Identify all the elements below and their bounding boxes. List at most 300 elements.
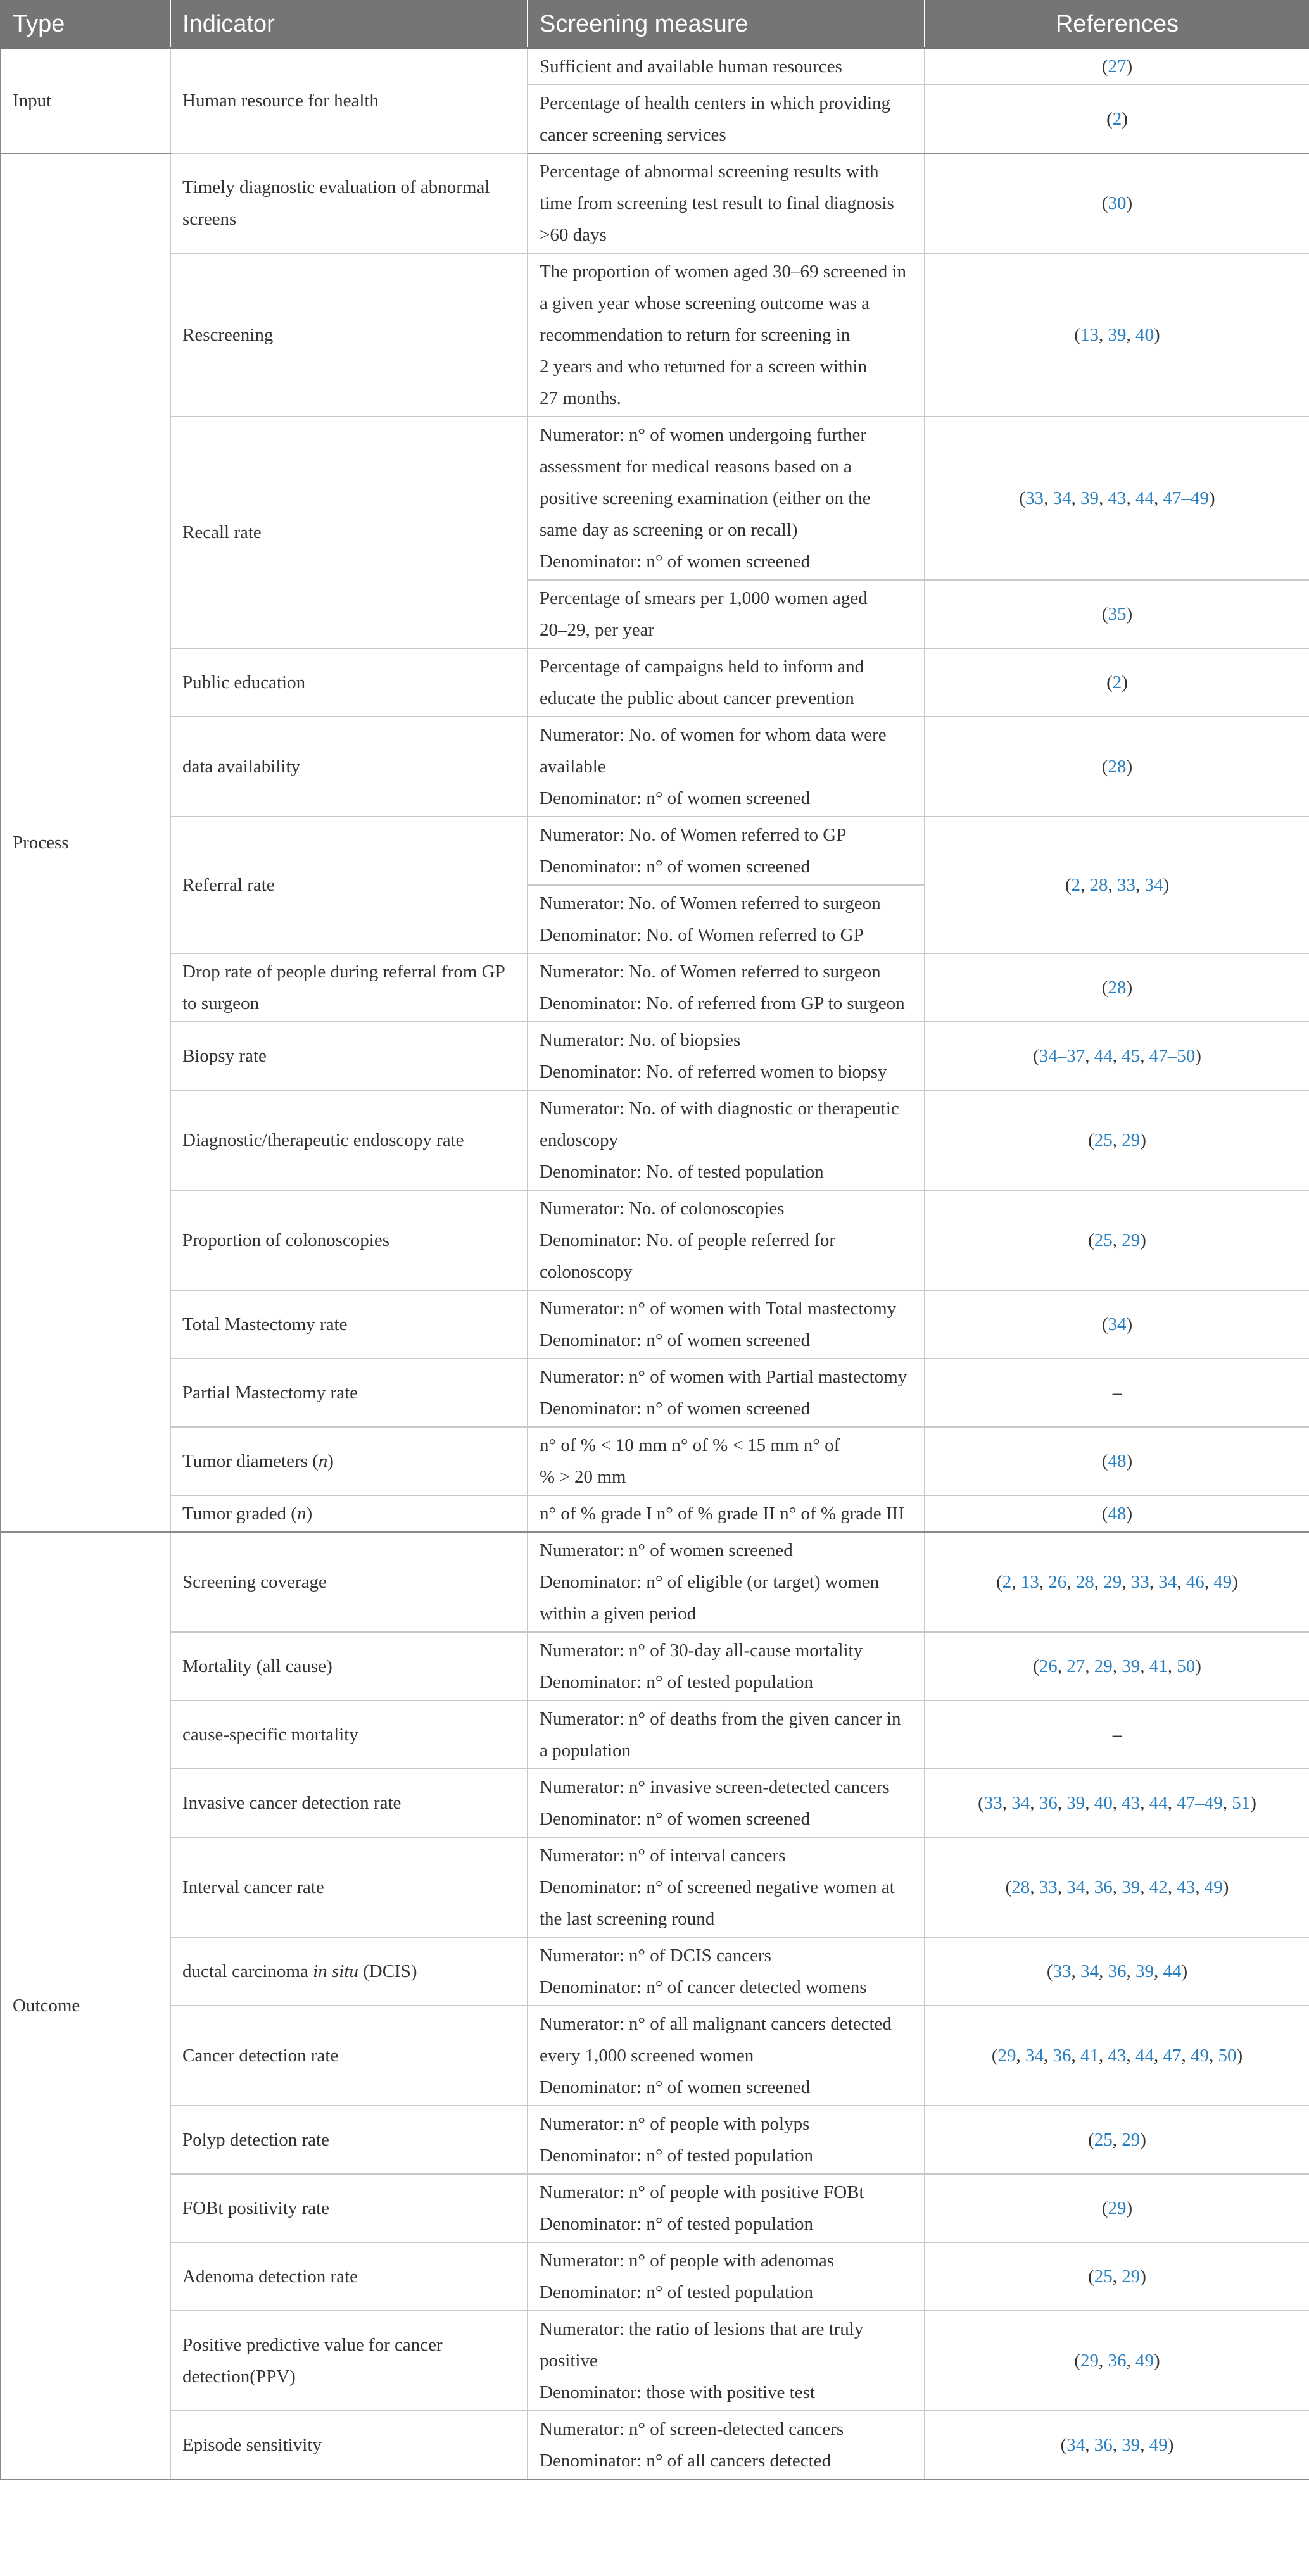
reference-separator: , [1112,1130,1122,1150]
reference-link[interactable]: 51 [1232,1793,1251,1813]
measure-line: Denominator: n° of women screened [540,857,811,877]
measure-line: n° of % < 10 mm n° of % < 15 mm n° of [540,1435,840,1455]
reference-separator: , [1222,1793,1232,1813]
measure-line: Numerator: No. of biopsies [540,1030,741,1050]
reference-paren: ) [1140,2130,1146,2150]
reference-link[interactable]: 29 [1108,2198,1127,2218]
reference-link[interactable]: 47 [1163,2045,1182,2066]
reference-link[interactable]: 28 [1108,977,1127,998]
reference-link[interactable]: 29 [1094,1656,1113,1676]
reference-link[interactable]: 34 [1066,2435,1085,2455]
table-row [1,2242,1309,2311]
reference-paren: ) [1222,1877,1229,1897]
reference-link[interactable]: 46 [1186,1572,1205,1592]
reference-link[interactable]: 39 [1122,1877,1141,1897]
reference-link[interactable]: 29 [1103,1572,1122,1592]
table-row [1,2411,1309,2479]
measure-line: recommendation to return for screening in [540,325,851,345]
group-input [1,48,1309,153]
reference-link[interactable]: 43 [1122,1793,1141,1813]
indicator-cell: Timely diagnostic evaluation of abnormal screens [170,153,528,253]
reference-link[interactable]: 40 [1094,1793,1113,1813]
reference-link[interactable]: 43 [1108,488,1127,508]
reference-separator: , [1071,2045,1080,2066]
measure-line: 27 months. [540,388,621,408]
reference-paren: ( [1101,1451,1108,1471]
references-cell [925,953,1309,1022]
reference-paren: ) [1181,1961,1188,1982]
reference-link[interactable]: 49 [1191,2045,1209,2066]
measure-line: Denominator: n° of women screened [540,2077,811,2097]
reference-link[interactable]: 36 [1053,2045,1072,2066]
reference-link[interactable]: 13 [1020,1572,1039,1592]
reference-link[interactable]: 49 [1149,2435,1168,2455]
reference-separator: , [1140,1877,1149,1897]
reference-link[interactable]: 47–50 [1149,1046,1196,1066]
reference-link[interactable]: 29 [1080,2351,1099,2371]
reference-separator: , [1099,1961,1108,1982]
reference-paren: ) [1163,875,1170,895]
reference-paren: ) [1122,672,1128,693]
reference-separator: , [1135,875,1145,895]
reference-link[interactable]: 27 [1066,1656,1085,1676]
measure-line: Denominator: n° of women screened [540,788,811,808]
reference-paren: ( [1101,757,1108,777]
references-cell [925,1837,1309,1937]
reference-link[interactable]: 39 [1122,1656,1141,1676]
reference-link[interactable]: 33 [1130,1572,1149,1592]
reference-link[interactable]: 39 [1135,1961,1154,1982]
reference-separator: , [1099,2045,1108,2066]
measure-line: colonoscopy [540,1262,633,1282]
reference-paren: ( [1088,1130,1094,1150]
screening-measure-cell [528,2174,925,2242]
measure-line: Numerator: n° of people with positive FOBt [540,2182,864,2202]
reference-paren: ) [1250,1793,1256,1813]
reference-link[interactable]: 25 [1094,2266,1113,2287]
reference-paren: ( [1005,1877,1012,1897]
italic-term: n [318,1451,328,1471]
reference-separator: , [1099,325,1108,345]
reference-link[interactable]: 36 [1039,1793,1058,1813]
screening-measure-cell [528,1495,925,1532]
reference-link[interactable]: 25 [1094,1130,1113,1150]
reference-link[interactable]: 29 [1122,2266,1141,2287]
reference-separator: , [1122,1572,1131,1592]
table-row [1,1700,1309,1769]
reference-link[interactable]: 36 [1108,2351,1127,2371]
reference-paren: ) [1126,604,1133,624]
reference-link[interactable]: 34 [1011,1793,1030,1813]
measure-line: within a given period [540,1604,697,1624]
measure-line: Denominator: n° of tested population [540,2146,814,2166]
reference-link[interactable]: 30 [1108,193,1127,213]
reference-paren: ) [1167,2435,1174,2455]
references-cell [925,717,1309,817]
reference-link[interactable]: 34 [1053,488,1072,508]
measure-line: 2 years and who returned for a screen within [540,356,867,377]
table-row [1,1495,1309,1532]
screening-measure-cell [528,2242,925,2311]
indicator-cell: Public education [170,648,528,717]
reference-paren: ( [1033,1656,1039,1676]
reference-separator: , [1126,325,1135,345]
measure-line: Percentage of abnormal screening results with [540,161,879,182]
indicator-cell: Tumor graded (n) [170,1495,528,1532]
reference-link[interactable]: 43 [1177,1877,1196,1897]
reference-paren: ) [1126,1504,1133,1524]
reference-link[interactable]: 29 [1122,1130,1141,1150]
reference-separator: , [1126,2351,1135,2371]
references-cell [925,2106,1309,2174]
reference-separator: , [1126,2045,1135,2066]
screening-measure-cell [528,2411,925,2479]
reference-link[interactable]: 34 [1108,1314,1127,1335]
table-row [1,2106,1309,2174]
reference-paren: ( [1101,1314,1108,1335]
reference-link[interactable]: 33 [983,1793,1002,1813]
reference-link[interactable]: 44 [1094,1046,1113,1066]
measure-line: Numerator: No. of women for whom data were [540,725,887,745]
references-cell [925,153,1309,253]
reference-link[interactable]: 29 [1122,1230,1141,1250]
reference-separator: , [1066,1572,1076,1592]
screening-measure-cell [528,417,925,580]
reference-link[interactable]: 34 [1144,875,1163,895]
table-row [1,1837,1309,1937]
measure-line: available [540,757,606,777]
measure-line: positive screening examination (either on the [540,488,871,508]
table-row [1,2311,1309,2411]
measure-line: positive [540,2351,598,2371]
reference-link[interactable]: 2 [1112,672,1122,693]
measure-line: a population [540,1740,631,1761]
screening-measure-cell [528,1937,925,2006]
reference-link[interactable]: 34 [1080,1961,1099,1982]
indicator-cell: Drop rate of people during referral from GP to surgeon [170,953,528,1022]
screening-measure-cell [528,253,925,417]
references-cell [925,1700,1309,1769]
indicator-cell: Mortality (all cause) [170,1632,528,1700]
screening-measure-cell [528,648,925,717]
reference-link[interactable]: 41 [1080,2045,1099,2066]
reference-separator: , [1099,2351,1108,2371]
reference-link[interactable]: 29 [997,2045,1016,2066]
references-cell [925,1359,1309,1427]
table-row [1,1290,1309,1359]
reference-link[interactable]: 45 [1122,1046,1141,1066]
screening-measure-cell [528,885,925,953]
reference-paren: ( [1101,56,1108,77]
table-row [1,717,1309,817]
reference-link[interactable]: 35 [1108,604,1127,624]
header-type: Type [1,1,170,48]
reference-paren: ( [1101,977,1108,998]
indicator-cell: ductal carcinoma in situ (DCIS) [170,1937,528,2006]
type-cell: Input [1,48,170,153]
reference-separator: , [1016,2045,1025,2066]
reference-link[interactable]: 49 [1135,2351,1154,2371]
measure-line: every 1,000 screened women [540,2045,754,2066]
reference-separator: , [1167,1656,1177,1676]
reference-separator: , [1080,875,1090,895]
reference-link[interactable]: 28 [1108,757,1127,777]
reference-link[interactable]: 36 [1094,2435,1113,2455]
references-cell [925,1632,1309,1700]
reference-link[interactable]: 33 [1053,1961,1072,1982]
reference-separator: , [1002,1793,1012,1813]
screening-measure-cell [528,1632,925,1700]
measure-line: Denominator: No. of Women referred to GP [540,925,864,945]
table-row [1,817,1309,885]
reference-separator: , [1112,1793,1122,1813]
reference-link[interactable]: 28 [1011,1877,1030,1897]
reference-separator: , [1112,1230,1122,1250]
reference-paren: ( [1101,604,1108,624]
reference-link[interactable]: 13 [1080,325,1099,345]
reference-paren: ( [1046,1961,1053,1982]
measure-line: Numerator: No. of colonoscopies [540,1198,785,1219]
measure-line: assessment for medical reasons based on a [540,456,852,477]
indicator-cell: Polyp detection rate [170,2106,528,2174]
reference-link[interactable]: 47–49 [1163,488,1209,508]
reference-separator: , [1204,1572,1214,1592]
reference-separator: , [1140,1656,1149,1676]
measure-line: Denominator: n° of women screened [540,1809,811,1829]
reference-paren: ) [1126,56,1133,77]
reference-separator: , [1057,1656,1067,1676]
references-cell [925,1090,1309,1190]
reference-link[interactable]: 50 [1177,1656,1196,1676]
reference-separator: , [1099,488,1108,508]
header-row [1,1,1309,48]
reference-paren: ( [1074,2351,1080,2371]
reference-link[interactable]: 26 [1048,1572,1067,1592]
reference-link[interactable]: 39 [1080,488,1099,508]
group-process [1,153,1309,1532]
reference-link[interactable]: 25 [1094,2130,1113,2150]
references-cell [925,2174,1309,2242]
reference-link[interactable]: 49 [1213,1572,1232,1592]
screening-measure-cell [528,1700,925,1769]
reference-link[interactable]: 27 [1108,56,1127,77]
screening-measure-cell [528,1290,925,1359]
measure-line: Numerator: n° of screen-detected cancers [540,2419,844,2439]
reference-link[interactable]: 29 [1122,2130,1141,2150]
reference-separator: , [1011,1572,1021,1592]
reference-separator: , [1057,1877,1067,1897]
references-cell [925,648,1309,717]
measure-line: educate the public about cancer prevention [540,688,854,708]
indicator-cell: data availability [170,717,528,817]
measure-line: Numerator: n° of all malignant cancers detected [540,2014,892,2034]
reference-paren: ) [1232,1572,1238,1592]
reference-link[interactable]: 36 [1108,1961,1127,1982]
reference-link[interactable]: 39 [1066,1793,1085,1813]
reference-link[interactable]: 50 [1218,2045,1237,2066]
reference-separator: , [1085,1877,1094,1897]
table-row [1,153,1309,253]
references-cell [925,1022,1309,1090]
indicator-cell: Interval cancer rate [170,1837,528,1937]
reference-separator: , [1140,2435,1149,2455]
reference-link[interactable]: 40 [1135,325,1154,345]
measure-line: Denominator: n° of eligible (or target) women [540,1572,880,1592]
reference-link[interactable]: 34 [1066,1877,1085,1897]
reference-link[interactable]: 33 [1039,1877,1058,1897]
reference-dash: – [1112,1725,1122,1745]
measure-line: Denominator: n° of tested population [540,2214,814,2234]
reference-paren: ) [1236,2045,1243,2066]
reference-separator: , [1112,2266,1122,2287]
reference-link[interactable]: 34–37 [1039,1046,1085,1066]
indicator-cell: Episode sensitivity [170,2411,528,2479]
references-cell [925,85,1309,153]
reference-paren: ) [1154,2351,1160,2371]
measure-line: Numerator: n° of women with Total mastectomy [540,1298,897,1319]
reference-link[interactable]: 48 [1108,1451,1127,1471]
measure-line: >60 days [540,225,607,245]
references-cell [925,2411,1309,2479]
indicator-cell: Tumor diameters (n) [170,1427,528,1495]
table-row [1,1022,1309,1090]
reference-paren: ( [991,2045,998,2066]
indicator-cell: Referral rate [170,817,528,953]
references-cell [925,580,1309,648]
reference-link[interactable]: 43 [1108,2045,1127,2066]
reference-separator: , [1112,2435,1122,2455]
reference-separator: , [1071,488,1080,508]
reference-paren: ) [1195,1046,1201,1066]
measure-line: % > 20 mm [540,1467,626,1487]
measure-line: Denominator: n° of women screened [540,1330,811,1350]
reference-link[interactable]: 49 [1204,1877,1223,1897]
reference-link[interactable]: 28 [1075,1572,1094,1592]
reference-link[interactable]: 25 [1094,1230,1113,1250]
screening-measure-cell [528,1090,925,1190]
reference-paren: ) [1126,757,1133,777]
reference-paren: ( [1074,325,1080,345]
reference-link[interactable]: 28 [1089,875,1108,895]
measure-line: Numerator: No. of Women referred to surgeon [540,893,881,914]
table-row [1,953,1309,1022]
measure-line: Denominator: No. of referred from GP to surgeon [540,993,905,1014]
measure-line: Denominator: n° of screened negative women at [540,1877,895,1897]
reference-separator: , [1030,1793,1039,1813]
reference-link[interactable]: 26 [1039,1656,1058,1676]
reference-link[interactable]: 48 [1108,1504,1127,1524]
measure-line: 20–29, per year [540,620,655,640]
reference-paren: ( [1106,109,1113,129]
reference-separator: , [1085,1793,1094,1813]
reference-paren: ( [996,1572,1002,1592]
reference-separator: , [1108,875,1117,895]
measure-line: Denominator: n° of women screened [540,1398,811,1419]
reference-link[interactable]: 2 [1002,1572,1012,1592]
measure-line: Denominator: n° of tested population [540,1672,814,1692]
measure-line: Denominator: those with positive test [540,2382,815,2403]
measure-line: Sufficient and available human resources [540,56,842,77]
indicator-cell: cause-specific mortality [170,1700,528,1769]
reference-separator: , [1085,2435,1094,2455]
measure-line: Numerator: n° of people with adenomas [540,2251,834,2271]
reference-paren: ( [1106,672,1113,693]
reference-paren: ( [1101,193,1108,213]
references-cell [925,1495,1309,1532]
reference-link[interactable]: 44 [1163,1961,1182,1982]
reference-link[interactable]: 34 [1025,2045,1044,2066]
reference-link[interactable]: 39 [1122,2435,1141,2455]
reference-paren: ) [1209,488,1215,508]
table-row [1,1532,1309,1632]
reference-link[interactable]: 2 [1112,109,1122,129]
reference-paren: ( [978,1793,984,1813]
reference-separator: , [1030,1877,1039,1897]
reference-link[interactable]: 34 [1158,1572,1177,1592]
measure-line: Percentage of campaigns held to inform and [540,657,864,677]
measure-line: Percentage of health centers in which providing [540,93,891,113]
reference-separator: , [1112,1046,1122,1066]
reference-dash: – [1112,1383,1122,1403]
reference-separator: , [1149,1572,1159,1592]
reference-link[interactable]: 42 [1149,1877,1168,1897]
reference-link[interactable]: 44 [1135,2045,1154,2066]
measure-line: Denominator: n° of women screened [540,551,811,572]
indicator-cell: Human resource for health [170,48,528,153]
reference-link[interactable]: 36 [1094,1877,1113,1897]
table-row [1,2006,1309,2106]
indicator-cell: Screening coverage [170,1532,528,1632]
reference-link[interactable]: 41 [1149,1656,1168,1676]
reference-paren: ( [1088,1230,1094,1250]
reference-separator: , [1140,1793,1149,1813]
table-row [1,1632,1309,1700]
indicator-cell: Cancer detection rate [170,2006,528,2106]
reference-separator: , [1044,488,1053,508]
reference-separator: , [1094,1572,1104,1592]
indicator-cell: Biopsy rate [170,1022,528,1090]
measure-line: Denominator: n° of tested population [540,2282,814,2303]
reference-link[interactable]: 44 [1135,488,1154,508]
reference-link[interactable]: 33 [1117,875,1135,895]
reference-separator: , [1112,1877,1122,1897]
measure-line: Numerator: No. of Women referred to GP [540,825,847,845]
screening-measure-cell [528,1022,925,1090]
screening-measure-cell [528,717,925,817]
measure-line: Numerator: n° of women screened [540,1540,793,1561]
header-screening-measure: Screening measure [528,1,925,48]
measure-line: Numerator: No. of Women referred to surgeon [540,962,881,982]
reference-paren: ) [1140,1130,1146,1150]
italic-term: n [296,1504,307,1524]
reference-separator: , [1177,1572,1186,1592]
screening-measure-cell [528,1359,925,1427]
reference-separator: , [1126,488,1135,508]
measure-line: Numerator: n° of people with polyps [540,2114,810,2134]
screening-measure-cell [528,817,925,885]
reference-separator: , [1085,1656,1094,1676]
screening-measure-cell [528,2006,925,2106]
reference-paren: ( [1088,2130,1094,2150]
table-header [1,1,1309,48]
indicator-cell: Diagnostic/therapeutic endoscopy rate [170,1090,528,1190]
reference-link[interactable]: 33 [1025,488,1044,508]
screening-measure-cell [528,1837,925,1937]
reference-link[interactable]: 47–49 [1177,1793,1223,1813]
reference-link[interactable]: 44 [1149,1793,1168,1813]
reference-link[interactable]: 39 [1108,325,1127,345]
reference-link[interactable]: 2 [1071,875,1080,895]
